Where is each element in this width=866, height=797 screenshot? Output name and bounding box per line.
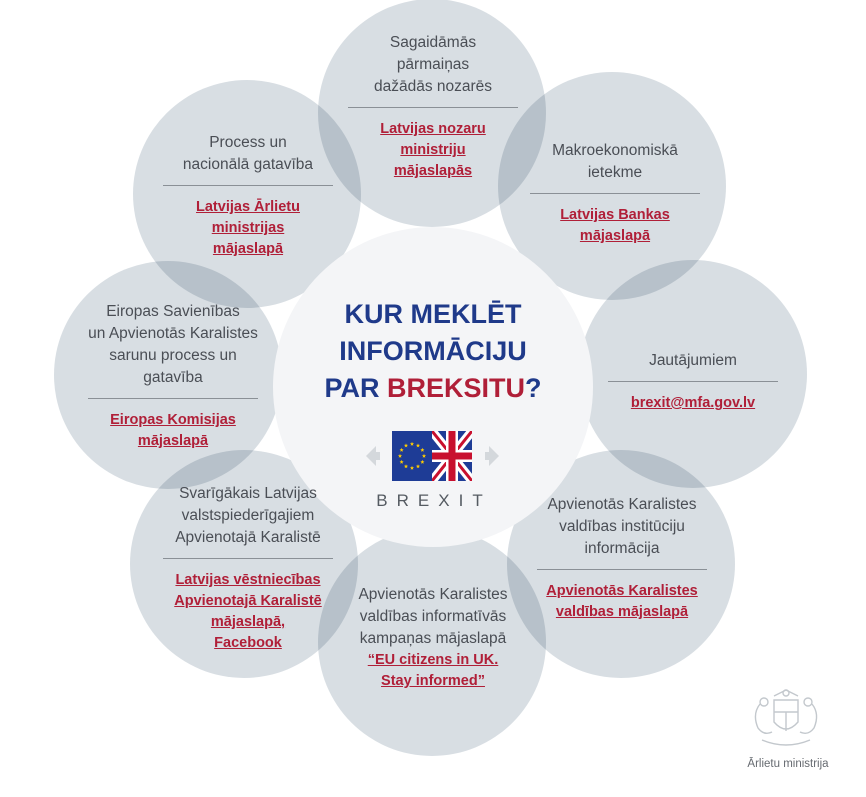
panel-bottom	[330, 584, 536, 692]
link-line[interactable]: Latvijas Bankas	[560, 207, 670, 223]
brexit-label: BREXIT	[376, 491, 492, 510]
eu-uk-flag-icon	[392, 431, 472, 481]
topic-line: Process un	[209, 134, 287, 151]
topic-line: Apvienotās Karalistes	[547, 496, 697, 513]
topic-line: valstspiederīgajiem	[181, 507, 315, 524]
topic-line: Jautājumiem	[649, 352, 737, 369]
panel-right	[600, 350, 786, 414]
link-line[interactable]: Latvijas Ārlietu	[196, 199, 300, 215]
divider	[537, 569, 707, 570]
panel-lower-right	[522, 494, 722, 623]
panel-lower-left	[150, 483, 346, 654]
link-line[interactable]: “EU citizens in UK.	[367, 652, 499, 668]
center-title	[285, 296, 581, 407]
link-line[interactable]: Eiropas Komisijas	[110, 412, 236, 428]
coat-of-arms-icon	[744, 686, 828, 750]
link-line[interactable]: Stay informed”	[381, 673, 485, 689]
link-line[interactable]: valdības mājaslapā	[555, 604, 689, 620]
topic-line: Apvienotās Karalistes	[358, 586, 508, 603]
topic-line: Eiropas Savienības	[106, 303, 240, 320]
divider	[163, 558, 333, 559]
panel-topic	[600, 350, 786, 372]
topic-line: informācija	[584, 540, 660, 557]
panel-link[interactable]	[73, 410, 273, 452]
panel-topic	[73, 301, 273, 389]
panel-upper-right	[520, 140, 710, 247]
title-line-1: KUR MEKLĒT	[344, 299, 522, 329]
arrow-right-icon	[483, 443, 501, 469]
eu-flag-half	[392, 431, 432, 481]
topic-line: pārmaiņas	[396, 56, 470, 73]
topic-line: valdības institūciju	[559, 518, 685, 535]
panel-topic	[158, 132, 338, 176]
link-line[interactable]: ministrijas	[211, 220, 285, 236]
title-line-3	[285, 370, 581, 407]
link-line[interactable]: Apvienotajā Karalistē	[174, 593, 322, 609]
panel-link[interactable]	[600, 393, 786, 414]
divider	[88, 398, 258, 399]
link-line[interactable]: brexit@mfa.gov.lv	[630, 395, 756, 411]
panel-link[interactable]	[520, 205, 710, 247]
title-line-3-prefix: PAR	[324, 373, 387, 403]
link-line[interactable]: Latvijas vēstniecības	[175, 572, 321, 588]
title-highlight: BREKSITU	[387, 373, 526, 403]
panel-topic	[343, 32, 523, 98]
logo-caption: Ārlietu ministrija	[747, 758, 829, 770]
divider	[608, 381, 778, 382]
panel-topic	[330, 584, 536, 650]
panel-link[interactable]	[522, 581, 722, 623]
title-line-2: INFORMĀCIJU	[339, 336, 527, 366]
panel-link[interactable]	[158, 197, 338, 260]
link-line[interactable]: Latvijas nozaru	[380, 121, 486, 137]
topic-line: dažādās nozarēs	[373, 78, 493, 95]
panel-link[interactable]	[330, 650, 536, 692]
title-line-3-suffix: ?	[525, 373, 542, 403]
link-line[interactable]: Apvienotās Karalistes	[546, 583, 698, 599]
panel-upper-left	[158, 132, 338, 260]
topic-line: ietekme	[587, 164, 643, 181]
topic-line: gatavība	[143, 369, 203, 386]
topic-line: kampaņas mājaslapā	[359, 630, 507, 647]
topic-line: nacionālā gatavība	[182, 156, 314, 173]
divider	[348, 107, 518, 108]
divider	[530, 193, 700, 194]
link-line[interactable]: mājaslapā	[212, 241, 284, 257]
link-line[interactable]: mājaslapās	[393, 163, 473, 179]
topic-line: Makroekonomiskā	[552, 142, 678, 159]
link-line[interactable]: mājaslapā,	[210, 614, 286, 630]
panel-link[interactable]	[343, 119, 523, 182]
panel-topic	[150, 483, 346, 549]
topic-line: Sagaidāmās	[389, 34, 477, 51]
panel-topic	[520, 140, 710, 184]
panel-left	[73, 301, 273, 452]
topic-line: un Apvienotās Karalistes	[88, 325, 258, 342]
topic-line: Apvienotajā Karalistē	[175, 529, 321, 546]
panel-topic	[522, 494, 722, 560]
link-line[interactable]: Facebook	[214, 635, 282, 651]
topic-line: valdības informatīvās	[359, 608, 507, 625]
arrow-left-icon	[364, 443, 382, 469]
topic-line: Svarīgākais Latvijas	[179, 485, 317, 502]
link-line[interactable]: mājaslapā	[579, 228, 651, 244]
topic-line: sarunu process un	[109, 347, 237, 364]
panel-link[interactable]	[150, 570, 346, 654]
uk-flag-half	[432, 431, 472, 481]
divider	[163, 185, 333, 186]
link-line[interactable]: mājaslapā	[137, 433, 209, 449]
link-line[interactable]: ministriju	[400, 142, 466, 158]
panel-top	[343, 32, 523, 182]
